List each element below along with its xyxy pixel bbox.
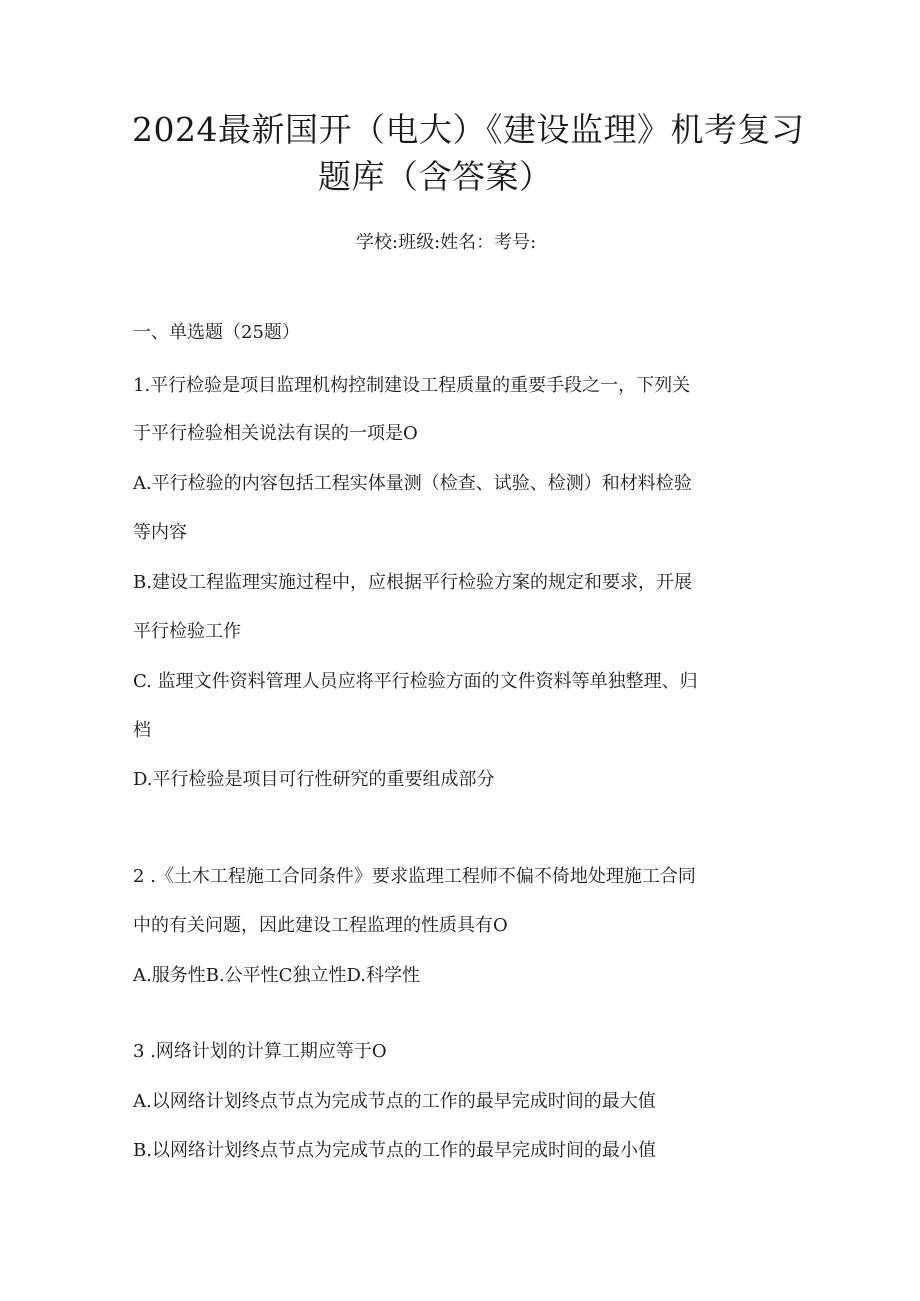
student-info-line: 学校:班级:姓名：考号:	[356, 232, 537, 253]
question-2-options: A.服务性B.公平性C独立性D.科学性	[133, 965, 420, 986]
question-1-stem-line-1: 1.平行检验是项目监理机构控制建设工程质量的重要手段之一，下列关	[133, 375, 691, 396]
question-3-option-a: A.以网络计划终点节点为完成节点的工作的最早完成时间的最大值	[133, 1091, 656, 1112]
question-1-option-b-line-1: B.建设工程监理实施过程中，应根据平行检验方案的规定和要求，开展	[133, 572, 692, 593]
question-1-option-a-line-1: A.平行检验的内容包括工程实体量测（检查、试验、检测）和材料检验	[133, 473, 692, 494]
question-2-stem-line-1: 2 .《土木工程施工合同条件》要求监理工程师不偏不倚地处理施工合同	[133, 866, 696, 887]
question-1-option-c-line-2: 档	[133, 720, 151, 741]
document-title-line-2: 题库（含答案）	[318, 157, 553, 196]
question-1-stem-line-2: 于平行检验相关说法有误的一项是O	[133, 423, 418, 444]
question-3-option-b: B.以网络计划终点节点为完成节点的工作的最早完成时间的最小值	[133, 1140, 656, 1161]
question-1-option-a-line-2: 等内容	[133, 522, 187, 543]
question-1-option-c-line-1: C. 监理文件资料管理人员应将平行检验方面的文件资料等单独整理、归	[133, 671, 698, 692]
question-2-stem-line-2: 中的有关问题，因此建设工程监理的性质具有O	[133, 915, 508, 936]
section-heading: 一、单选题（25题）	[133, 322, 300, 343]
question-1-option-b-line-2: 平行检验工作	[133, 621, 241, 642]
question-1-option-d: D.平行检验是项目可行性研究的重要组成部分	[133, 769, 495, 790]
document-title-line-1: 2024最新国开（电大）《建设监理》机考复习	[132, 110, 805, 149]
question-3-stem: 3 .网络计划的计算工期应等于O	[133, 1041, 387, 1062]
